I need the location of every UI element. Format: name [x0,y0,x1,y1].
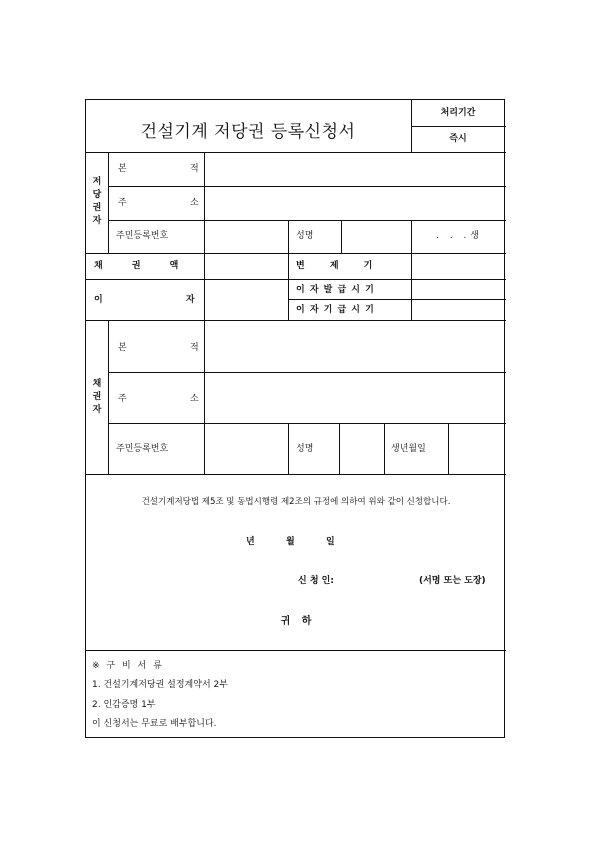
attachments-header: ※ 구 비 서 류 [92,661,164,671]
divider [86,152,506,153]
application-statement: 건설기계저당법 제5조 및 동법시행령 제2조의 규정에 의하여 위와 같이 신청합니다. [141,497,451,507]
divider [204,152,205,320]
divider [288,220,289,320]
divider [448,423,449,474]
divider [341,220,342,253]
divider [108,372,506,373]
date-month-label: 월 [286,537,295,547]
mortgagee-name-label: 성명 [296,231,314,241]
attachment-item: 1. 건설기계저당권 설정계약서 2부 [92,680,228,690]
date-year-label: 년 [246,537,255,547]
creditor-name-label: 성명 [296,444,314,454]
divider [411,220,412,320]
divider [86,320,506,321]
divider [108,320,109,474]
divider [86,650,506,651]
divider [108,186,506,187]
claim-amount-label: 채 권 액 [94,261,179,271]
recipient-label: 귀 하 [280,616,312,627]
processing-period-value: 즉시 [449,134,467,144]
divider [108,423,506,424]
mortgagee-domicile-label-2: 적 [190,164,199,174]
applicant-label: 신 청 인: [298,576,334,586]
mortgagee-address-label-2: 소 [190,198,199,208]
mortgagee-resident-no-label: 주민등록번호 [116,231,169,241]
creditor-birthdate-label: 생년월일 [391,444,426,454]
divider [288,423,289,474]
divider [411,100,412,152]
mortgagee-address-label-1: 주 [118,198,127,208]
attachment-item: 2. 인감증명 1부 [92,700,156,710]
date-day-label: 일 [326,537,335,547]
interest-label: 이 자 [94,295,195,305]
interest-period-label: 이 자 기 급 시 기 [296,305,375,315]
free-distribution-note: 이 신청서는 무료로 배부합니다. [92,719,217,729]
application-form [85,99,505,738]
divider [86,474,506,475]
creditor-domicile-label-1: 본 [118,343,127,353]
mortgagee-birth-field: . . .생 [436,231,483,241]
creditor-side-label: 채권자 [92,379,102,415]
divider [108,220,506,221]
divider [204,320,205,474]
processing-period-label: 처리기간 [440,108,476,118]
creditor-domicile-label-2: 적 [190,343,199,353]
interest-pay-time-label: 이 자 발 급 시 기 [296,285,375,295]
divider [384,423,385,474]
creditor-resident-no-label: 주민등록번호 [116,444,169,454]
mortgagee-domicile-label-1: 본 [118,164,127,174]
divider [108,152,109,253]
divider [339,423,340,474]
divider [86,279,506,280]
divider [411,126,506,127]
mortgagee-side-label: 저당권자 [92,177,102,226]
creditor-address-label-1: 주 [118,394,127,404]
creditor-address-label-2: 소 [190,394,199,404]
form-title: 건설기계 저당권 등록신청서 [140,122,356,142]
signature-note: (서명 또는 도장) [419,576,486,586]
divider [288,299,506,300]
divider [86,253,506,254]
repayment-date-label: 변 제 기 [296,261,373,271]
